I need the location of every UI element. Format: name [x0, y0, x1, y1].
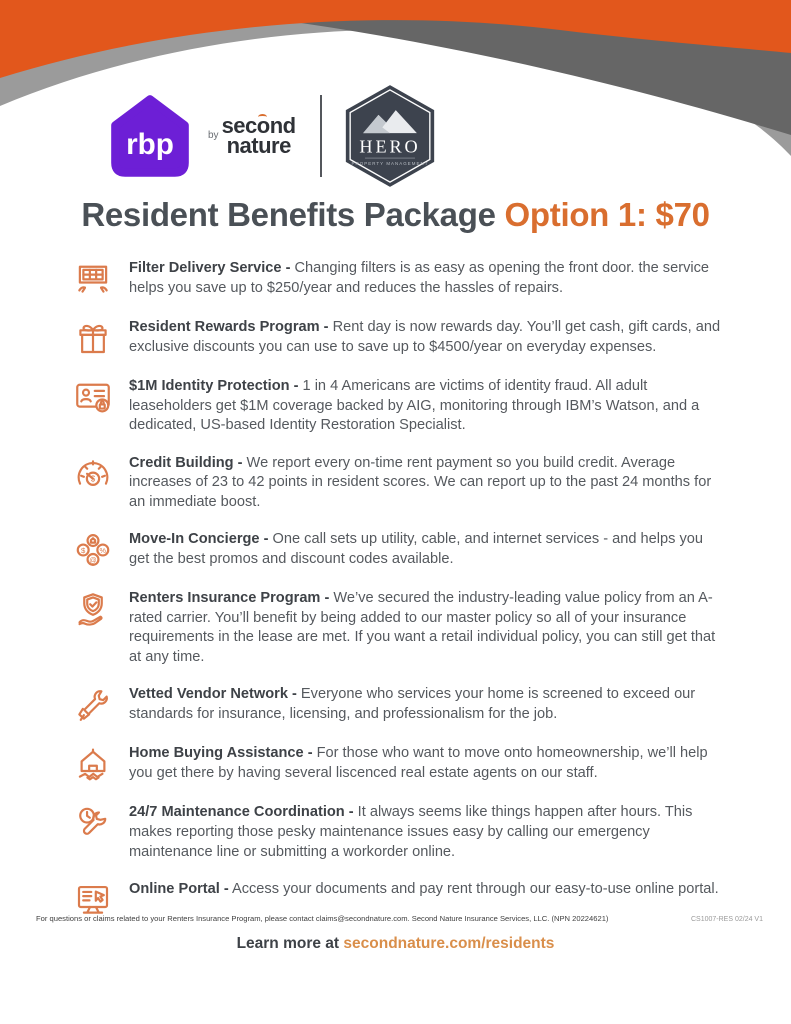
- benefit-item: [72, 453, 723, 513]
- benefit-title: $1M Identity Protection -: [129, 378, 299, 394]
- benefit-description: We report every on-time rent payment so you build credit. Average increases of 23 to 42 points in resident scores. We can report up to the past 24 months for an immediate boost.: [129, 454, 712, 510]
- logo-divider: [320, 95, 322, 177]
- hero-logo-text: HERO: [359, 136, 421, 157]
- benefit-item: [72, 802, 723, 862]
- benefit-item: [72, 529, 723, 571]
- id-card-lock-icon: [72, 376, 114, 418]
- svg-text:$: $: [81, 546, 86, 556]
- benefit-description: 1 in 4 Americans are victims of identity fraud. All adult leaseholders get $1M coverage backed by AIG, monitoring through IBM’s Watson, and a dedicated, US-based Identity Restoration Specialist.: [129, 378, 700, 434]
- footer: [36, 914, 763, 923]
- filter-delivery-icon: [72, 258, 114, 300]
- rbp-logo-text: rbp: [126, 128, 174, 162]
- learn-more-line: [0, 935, 791, 953]
- benefit-description: One call sets up utility, cable, and internet services - and helps you get the best promos and discount codes available.: [129, 531, 703, 567]
- benefit-title: Filter Delivery Service -: [129, 260, 291, 276]
- benefit-description: For those who want to move onto homeownership, we’ll help you get there by having several liscenced real estate agents on our staff.: [129, 745, 708, 782]
- house-handshake-icon: [72, 743, 114, 785]
- page-title-main: Resident Benefits Package: [81, 196, 496, 233]
- page-title: [0, 196, 791, 234]
- benefit-item: [72, 376, 723, 436]
- shield-hand-icon: [72, 588, 114, 630]
- learn-more-link[interactable]: secondnature.com/residents: [343, 935, 555, 953]
- benefit-description: Rent day is now rewards day. You’ll get cash, gift cards, and exclusive discounts you can use to save up to $4500/year on everyday expenses.: [129, 319, 721, 355]
- benefit-item: [72, 317, 723, 359]
- gift-rewards-icon: [72, 317, 114, 359]
- footer-doc-code: CS1007-RES 02/24 V1: [691, 916, 763, 924]
- benefit-item: [72, 588, 723, 667]
- clock-wrench-icon: [72, 802, 114, 844]
- benefit-title: Resident Rewards Program -: [129, 319, 329, 335]
- benefit-description: Access your documents and pay rent through our easy-to-use online portal.: [228, 881, 719, 898]
- benefit-title: Online Portal -: [129, 881, 229, 898]
- benefit-description: Changing filters is as easy as opening the front door. the service helps you save up to $250/year and reduces the hassles of repairs.: [129, 260, 710, 296]
- hero-property-management-logo: [342, 83, 438, 189]
- concierge-coins-icon: [72, 529, 114, 571]
- svg-text:%: %: [99, 546, 107, 556]
- benefit-title: Vetted Vendor Network -: [129, 686, 297, 703]
- benefit-title: Home Buying Assistance -: [129, 745, 313, 762]
- benefit-description: It always seems like things happen after hours. This makes reporting those pesky maintenance issues easy by calling our emergency maintenance line or submitting a workorder online.: [129, 804, 693, 860]
- brand-by-label: by: [208, 129, 219, 141]
- hero-logo-subtitle: PROPERTY MANAGEMENT: [351, 160, 429, 166]
- benefit-title: 24/7 Maintenance Coordination -: [129, 804, 354, 821]
- logo-row: [102, 90, 791, 182]
- learn-more-prefix: Learn more at: [236, 935, 340, 953]
- footer-legal-text: For questions or claims related to your Renters Insurance Program, please contact claims@secondnature.com. Second Nature Insurance Services, LLC. (NPN 20224621): [36, 914, 609, 924]
- benefit-item: [72, 684, 723, 726]
- benefit-title: Renters Insurance Program -: [129, 590, 330, 607]
- page-title-option-price: Option 1: $70: [504, 196, 710, 233]
- benefit-description: Everyone who services your home is screened to exceed our standards for insurance, licensing, and professionalism for the job.: [129, 686, 696, 723]
- benefits-list: [0, 234, 791, 924]
- second-nature-wordmark: [208, 112, 296, 158]
- brand-words: second nature: [221, 112, 296, 158]
- benefit-description: We’ve secured the industry-leading value policy from an A-rated carrier. You’ll benefit by being added to our master policy so all of your insurance requirements in the lease are met. If you want a retail individual policy, you can still get that at any time.: [129, 590, 716, 665]
- benefit-title: Credit Building -: [129, 454, 243, 471]
- rbp-logo-icon: [102, 90, 198, 182]
- benefit-item: [72, 743, 723, 785]
- credit-gauge-icon: [72, 453, 114, 495]
- benefit-item: [72, 258, 723, 300]
- svg-text:@: @: [89, 555, 97, 565]
- benefit-title: Move-In Concierge -: [129, 531, 269, 548]
- svg-text:$: $: [90, 474, 96, 484]
- brand-o-accent: o: [256, 112, 270, 138]
- wrench-fist-icon: [72, 684, 114, 726]
